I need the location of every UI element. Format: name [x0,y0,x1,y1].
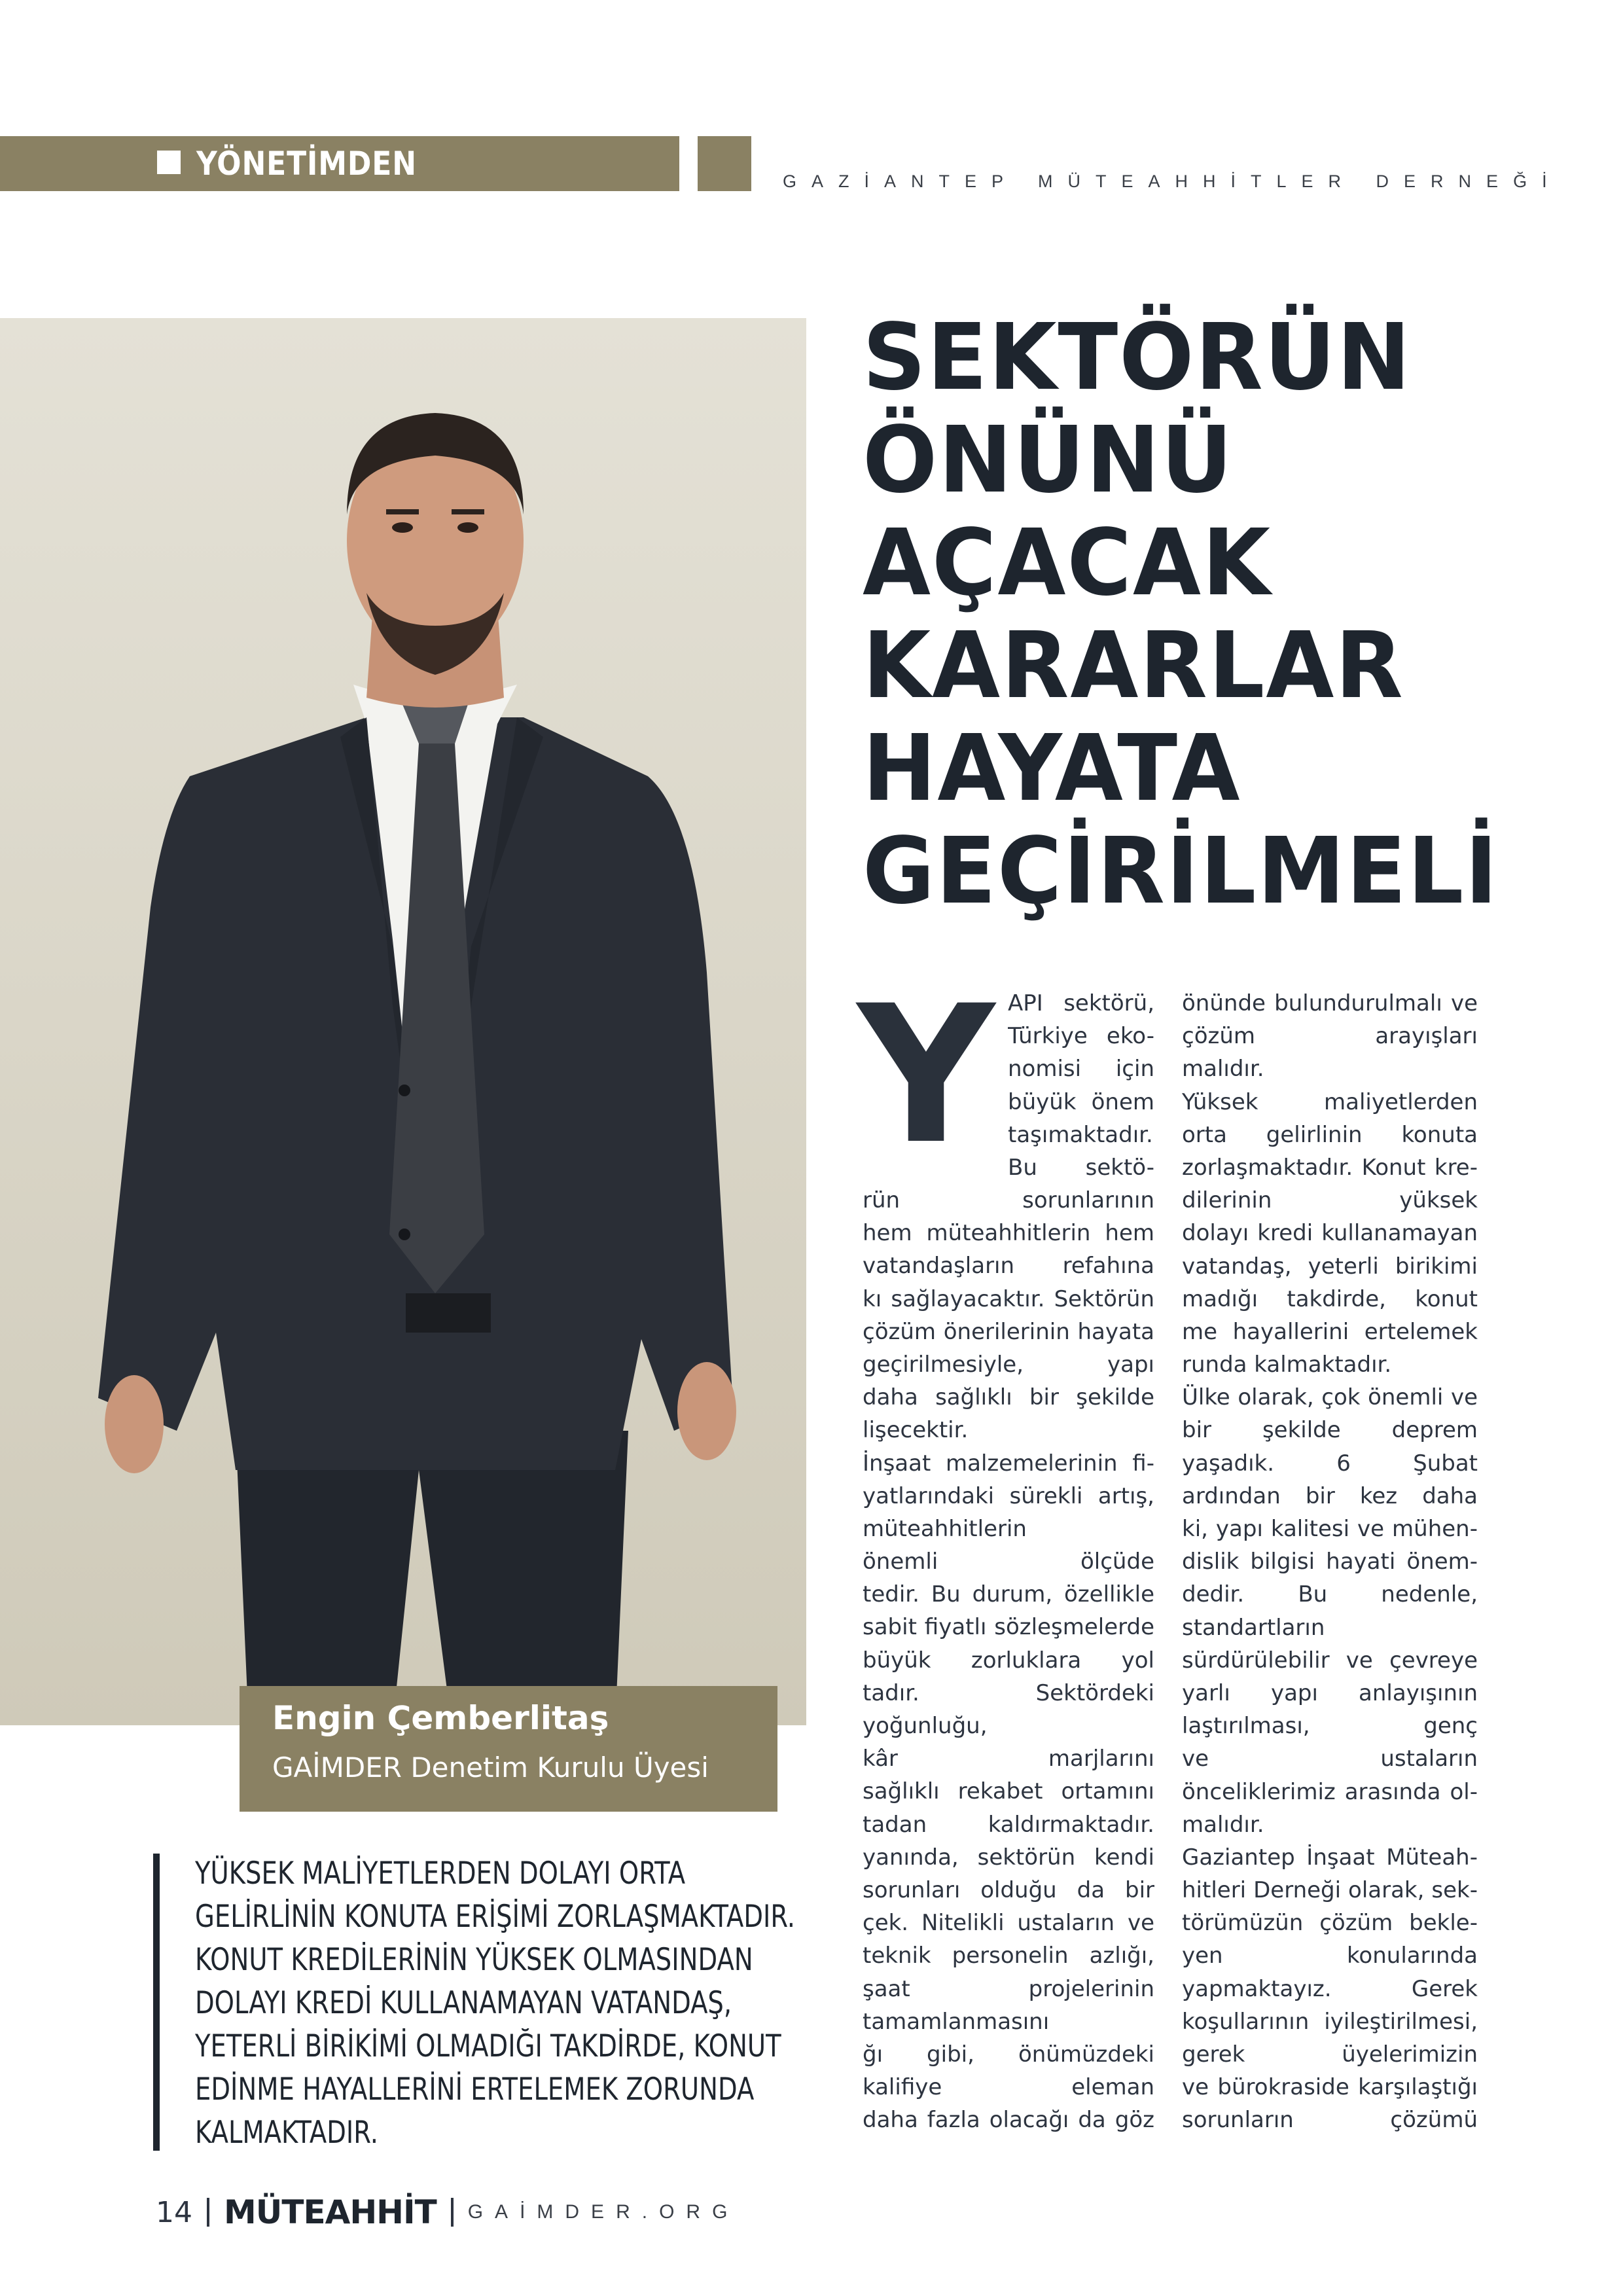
article-line: rün sorunlarının [863,1187,1154,1213]
article-line: sürdürülebilir ve çevreye [1182,1647,1478,1674]
article-line: kı sağlayacaktır. Sektörün [863,1285,1154,1312]
article-line: kalifiye eleman [863,2074,1154,2101]
article-line: malıdır. [1182,1056,1264,1083]
article-line: Gaziantep İnşaat Müteah- [1182,1844,1478,1871]
quote-rule [153,1854,160,2151]
article-line: önceliklerimiz arasında ol- [1182,1778,1478,1805]
article-line: nomisi için [1008,1056,1154,1083]
article-line: daha sağlıklı bir şekilde [863,1384,1154,1411]
article-line: geçirilmesiyle, yapı [863,1351,1154,1378]
article-line: tedir. Bu durum, özellikle [863,1581,1154,1608]
article-line: yaşadık. 6 Şubat [1182,1450,1478,1477]
drop-cap: Y [857,965,995,1186]
article-line: kâr marjlarını [863,1746,1154,1772]
article-line: yoğunluğu, [863,1713,988,1739]
pull-quote [195,1852,863,2155]
article-line: çözüm arayışları [1182,1023,1478,1050]
article-line: koşullarının iyileştirilmesi, [1182,2008,1478,2035]
article-line: API sektörü, [1008,990,1154,1016]
article-line: vatandaş, yeterli birikimi [1182,1253,1478,1280]
article-line: malıdır. [1182,1811,1264,1838]
article-line: gerek üyelerimizin [1182,2041,1478,2068]
quote-line: KONUT KREDİLERİNİN YÜKSEK OLMASINDAN [195,1942,753,1978]
quote-line: EDİNME HAYALLERİNİ ERTELEMEK ZORUNDA [195,2072,755,2108]
article-line: törümüzün çözüm bekle- [1182,1910,1478,1937]
article-line: hem müteahhitlerin hem [863,1220,1154,1247]
article-line: ve ustaların [1182,1746,1478,1772]
article-line: Bu sektö- [1008,1154,1154,1181]
article-line: ve bürokraside karşılaştığı [1182,2074,1478,2101]
headline-line: ÖNÜNÜ [863,407,1234,514]
page-number: 14 [156,2195,192,2229]
article-line: müteahhitlerin [863,1515,1027,1542]
article-line: dislik bilgisi hayati önem- [1182,1549,1478,1575]
headline-line: SEKTÖRÜN [863,304,1412,411]
article-line: çek. Nitelikli ustaların ve [863,1910,1154,1937]
article-line: büyük önem [1008,1088,1154,1115]
article-line: yarlı yapı anlayışının [1182,1679,1478,1706]
article-line: yatlarındaki sürekli artış, [863,1482,1154,1509]
page-footer [156,2193,739,2232]
person-role: GAİMDER Denetim Kurulu Üyesi [272,1751,709,1784]
article-line: önünde bulundurulmalı ve [1182,990,1478,1016]
quote-line: YETERLİ BİRİKİMİ OLMADIĞI TAKDİRDE, KONUT [195,2028,781,2064]
photo-caption [240,1686,777,1812]
portrait-photo [0,318,806,1725]
article-line: Ülke olarak, çok önemli ve [1182,1384,1478,1411]
article-line: Yüksek maliyetlerden [1182,1088,1478,1115]
article-line: ğı gibi, önümüzdeki [863,2041,1154,2068]
article-line: yanında, sektörün kendi [863,1844,1154,1871]
article-line: bir şekilde deprem [1182,1417,1478,1444]
article-column-1-top [1008,987,1154,1184]
headline-line: GEÇİRİLMELİ [863,818,1499,925]
footer-divider [207,2198,209,2227]
article-line: Türkiye eko- [1008,1023,1154,1050]
headline-line: AÇACAK [863,510,1272,617]
article-line: İnşaat malzemelerinin fi- [863,1450,1154,1477]
article-line: tadan kaldırmaktadır. [863,1811,1154,1838]
article-line: çözüm önerilerinin hayata [863,1318,1154,1345]
footer-divider [451,2198,454,2227]
article-line: sorunları olduğu da bir [863,1876,1154,1903]
magazine-logo: MÜTEAHHİT [224,2193,437,2231]
quote-line: GELİRLİNİN KONUTA ERİŞİMİ ZORLAŞMAKTADIR. [195,1899,796,1935]
article-line: me hayallerini ertelemek [1182,1318,1478,1345]
quote-line: KALMAKTADIR. [195,2115,378,2151]
article-line: vatandaşların refahına [863,1253,1154,1280]
article-line: büyük zorluklara yol [863,1647,1154,1674]
article-line: tamamlanmasını [863,2008,1050,2035]
person-name: Engin Çemberlitaş [272,1699,609,1737]
article-line: standartların [1182,1614,1325,1641]
article-line: lişecektir. [863,1417,969,1444]
article-line: ki, yapı kalitesi ve mühen- [1182,1516,1478,1542]
quote-line: YÜKSEK MALİYETLERDEN DOLAYI ORTA [195,1856,686,1892]
article-line: laştırılması, genç [1182,1713,1478,1740]
article-line: teknik personelin azlığı, [863,1943,1154,1969]
article-line: önemli ölçüde [863,1549,1154,1575]
section-square [698,136,751,191]
article-line: orta gelirlinin konuta [1182,1121,1478,1148]
article-line: yapmaktayız. Gerek [1182,1975,1478,2002]
article-line: dilerinin yüksek [1182,1187,1478,1214]
article-column-2 [1182,987,1478,2137]
article-line: dedir. Bu nedenle, [1182,1581,1478,1608]
article-line: sabit fiyatlı sözleşmelerde [863,1614,1154,1641]
section-title: YÖNETİMDEN [196,145,417,183]
article-line: zorlaşmaktadır. Konut kre- [1182,1154,1478,1181]
article-line: şaat projelerinin [863,1975,1154,2002]
headline-line: KARARLAR [863,613,1404,719]
website-link[interactable]: GAİMDER.ORG [467,2201,740,2223]
article-line: runda kalmaktadır. [1182,1352,1392,1378]
article-headline [863,306,1596,923]
article-column-1 [863,1184,1154,2136]
article-line: ardından bir kez daha [1182,1482,1478,1509]
portrait-illustration [0,318,806,1725]
article-line: sorunların çözümü [1182,2107,1478,2134]
article-line: hitleri Derneği olarak, sek- [1182,1877,1478,1904]
organization-name: GAZİANTEP MÜTEAHHİTLER DERNEĞİ [783,171,1562,191]
article-line: daha fazla olacağı da göz [863,2107,1154,2134]
headline-line: HAYATA [863,715,1241,822]
article-line: yen konularında [1182,1943,1478,1969]
article-line: tadır. Sektördeki [863,1679,1154,1706]
section-square-icon [157,151,181,174]
article-line: dolayı kredi kullanamayan [1182,1220,1478,1247]
quote-line: DOLAYI KREDİ KULLANAMAYAN VATANDAŞ, [195,1985,732,2021]
article-line: madığı takdirde, konut [1182,1285,1478,1312]
article-line: sağlıklı rekabet ortamını [863,1778,1154,1805]
article-line: taşımaktadır. [1008,1121,1153,1148]
